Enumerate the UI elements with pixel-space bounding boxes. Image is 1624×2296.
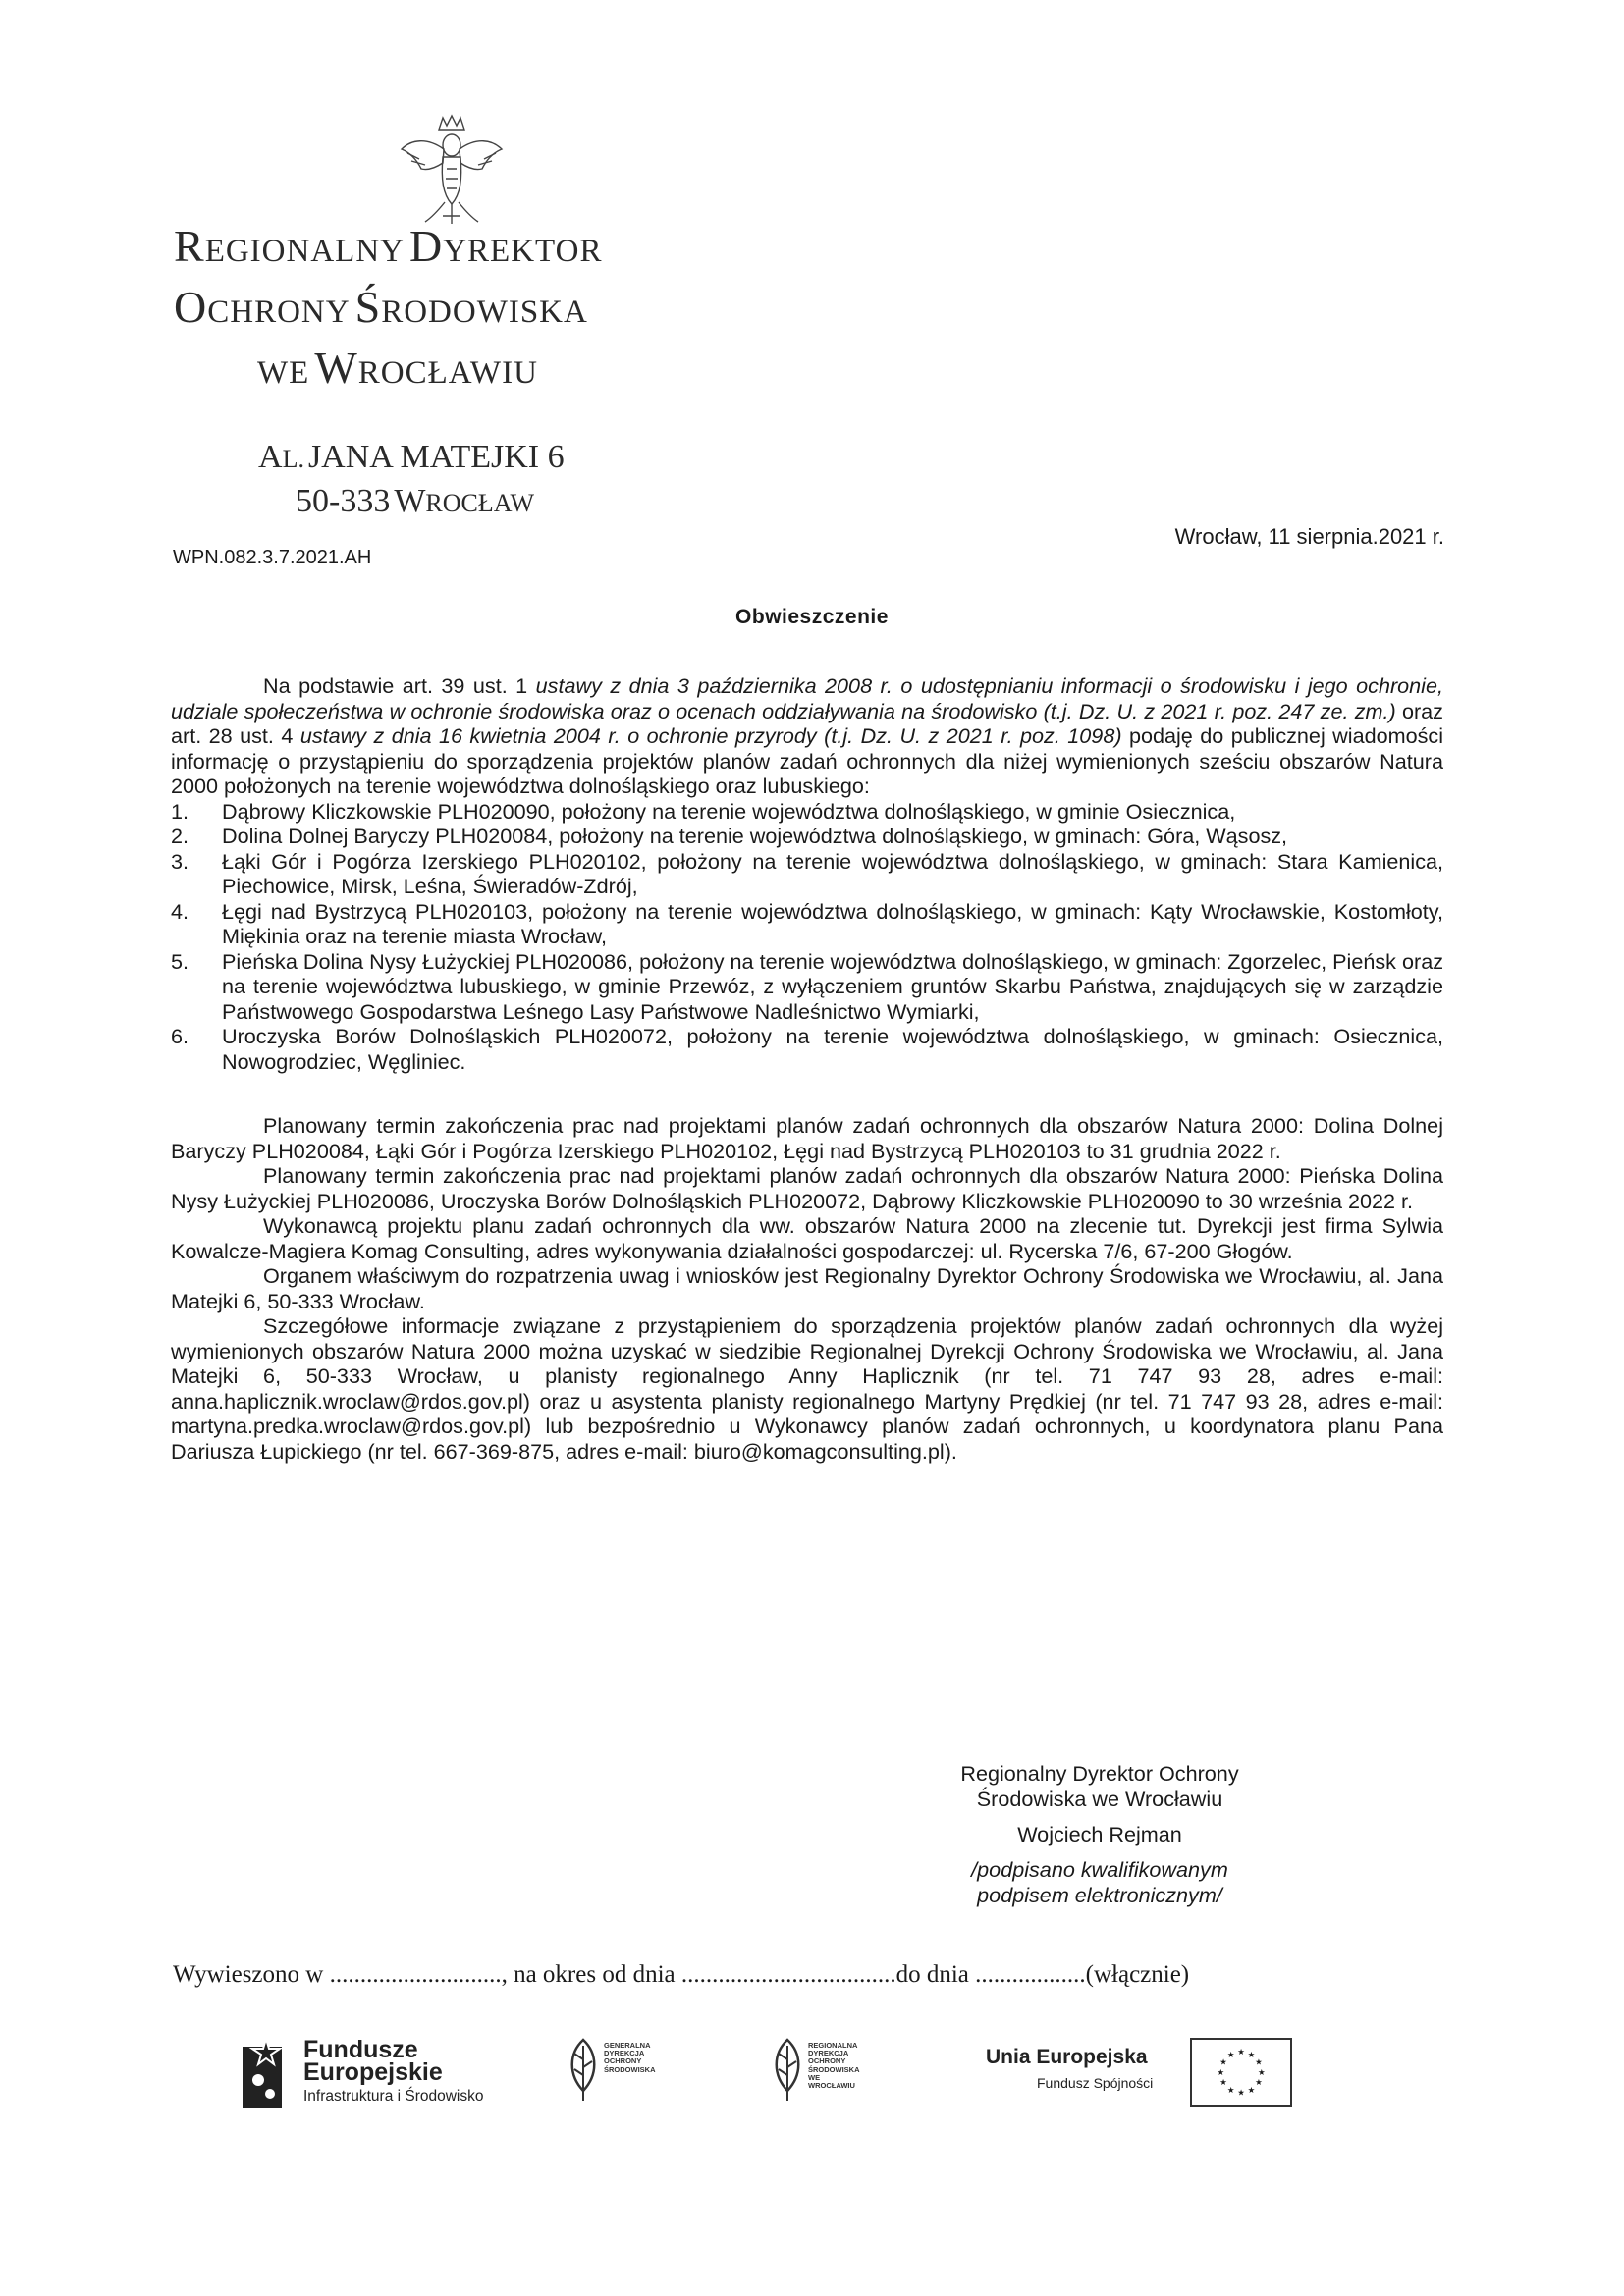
eu-star-icon: ★ [1247, 2084, 1256, 2095]
fe-subtitle: Infrastruktura i Środowisko [303, 2088, 484, 2105]
list-item-number: 1. [171, 798, 189, 824]
eu-star-icon: ★ [1217, 2066, 1225, 2077]
eu-fund-name: Fundusz Spójności [1037, 2075, 1154, 2091]
eu-flag-icon [1190, 2038, 1292, 2107]
eu-logo [986, 2036, 1290, 2114]
intro-text-c: oraz art. 28 ust. 4 [171, 698, 1443, 748]
signature-title-line-2: Środowiska we Wrocławiu [976, 1787, 1223, 1811]
list-item-number: 4. [171, 898, 189, 924]
contractor-paragraph: Wykonawcą projektu planu zadań ochronnych dla ww. obszarów Natura 2000 na zlecenie tut. Dyrekcji jest firma Sylwia Kowalcze-Magiera Komag Consulting, adres wykonywania działalności gospodarczej: ul. Rycerska 7/6, 67-200 Głogów. [171, 1213, 1443, 1263]
leaf-icon [565, 2036, 602, 2105]
document-title: Obwieszczenie [735, 606, 889, 628]
list-item-number: 2. [171, 824, 189, 848]
gdos-text: GENERALNA DYREKCJA OCHRONY ŚRODOWISKA [604, 2041, 656, 2074]
signature-block [923, 1761, 1276, 1908]
list-item [171, 799, 1443, 825]
posting-record-line: Wywieszono w ............................, na okres od dnia ...................................do dnia ..................(włącznie) [173, 1961, 1190, 1988]
list-item [171, 1024, 1443, 1074]
authority-paragraph: Organem właściwym do rozpatrzenia uwag i wniosków jest Regionalny Dyrektor Ochrony Środowiska we Wrocławiu, al. Jana Matejki 6, 50-333 Wrocław. [171, 1263, 1443, 1313]
eu-name: Unia Europejska [986, 2046, 1148, 2068]
intro-text-e: podaję do publicznej wiadomości informację o przystąpieniu do sporządzenia projektów planów zadań ochronnych dla niżej wymienionych sześciu obszarów Natura 2000 położonych na terenie województwa dolnośląskiego oraz lubuskiego: [171, 723, 1443, 798]
deadline-paragraph-2: Planowany termin zakończenia prac nad projektami planów zadań ochronnych dla obszarów Natura 2000: Pieńska Dolina Nysy Łużyckiej PLH020086, Uroczyska Borów Dolnośląskich PLH020072, Dąbrowy Kliczkowskie PLH020090 to 30 września 2022 r. [171, 1163, 1443, 1213]
european-funds-logo [239, 2037, 533, 2115]
intro-law-reference-1: ustawy z dnia 3 października 2008 r. o udostępnianiu informacji o środowisku i jego ochronie, udziale społeczeństwa w ochronie środowiska oraz o ocenach oddziaływania na środowisko (t.j. Dz. U. z 2021 r. poz. 247 ze. zm.) [171, 673, 1443, 723]
signature-note-line-1: /podpisano kwalifikowanym [971, 1857, 1228, 1882]
list-item [171, 849, 1443, 899]
authority-name-line-3: WE WROCŁAWIU [257, 343, 538, 393]
eu-star-icon: ★ [1219, 2056, 1227, 2067]
eu-star-icon: ★ [1226, 2084, 1235, 2095]
leaf-icon [769, 2036, 806, 2105]
eu-star-icon: ★ [1257, 2066, 1266, 2077]
reference-number: WPN.082.3.7.2021.AH [173, 547, 372, 568]
eu-star-icon: ★ [1219, 2077, 1227, 2088]
list-item-text: Pieńska Dolina Nysy Łużyckiej PLH020086, położony na terenie województwa dolnośląskiego, w gminach: Zgorzelec, Pieńsk oraz na terenie województwa lubuskiego, w gminie Przewóz, z wyłączeniem gruntów Skarbu Państwa, znajdujących się w zarządzie Państwowego Gospodarstwa Leśnego Lasy Państwowe Nadleśnictwo Wymiarki, [222, 948, 1443, 1024]
list-item-text: Dolina Dolnej Baryczy PLH020084, położony na terenie województwa dolnośląskiego, w gminach: Góra, Wąsosz, [222, 824, 1288, 848]
eu-star-icon: ★ [1226, 2049, 1235, 2059]
authority-name-line-1: REGIONALNY DYREKTOR [174, 221, 603, 271]
list-item [171, 824, 1443, 849]
address-city: 50-333 WROCŁAW [296, 483, 534, 519]
list-item-number: 6. [171, 1024, 189, 1048]
natura-sites-list [171, 799, 1443, 1075]
list-item-text: Łęgi nad Bystrzycą PLH020103, położony na terenie województwa dolnośląskiego, w gminach: Kąty Wrocławskie, Kostomłoty, Miękinia oraz na terenie miasta Wrocław, [222, 898, 1443, 948]
eu-star-icon: ★ [1237, 2087, 1245, 2098]
eagle-emblem-icon [398, 110, 506, 228]
list-item-text: Uroczyska Borów Dolnośląskich PLH020072, położony na terenie województwa dolnośląskiego, w gminach: Osiecznica, Nowogrodziec, Węgliniec. [222, 1024, 1443, 1074]
list-item [171, 899, 1443, 949]
document-body [171, 673, 1443, 1464]
signature-note-line-2: podpisem elektronicznym/ [977, 1883, 1222, 1907]
list-item [171, 949, 1443, 1025]
place-and-date: Wrocław, 11 sierpnia.2021 r. [1174, 524, 1444, 549]
eu-star-icon: ★ [1237, 2047, 1245, 2057]
list-item-number: 3. [171, 848, 189, 874]
intro-law-reference-2: ustawy z dnia 16 kwietnia 2004 r. o ochronie przyrody (t.j. Dz. U. z 2021 r. poz. 1098) [299, 723, 1122, 748]
signatory-name: Wojciech Rejman [1017, 1822, 1182, 1846]
gdos-logo [565, 2036, 682, 2107]
list-item-text: Dąbrowy Kliczkowskie PLH020090, położony na terenie województwa dolnośląskiego, w gminie Osiecznica, [222, 798, 1236, 824]
intro-text-a: Na podstawie art. 39 ust. 1 [263, 673, 536, 698]
eu-star-icon: ★ [1247, 2049, 1256, 2059]
authority-name-line-2: OCHRONY ŚRODOWISKA [174, 282, 588, 332]
deadline-paragraph-1: Planowany termin zakończenia prac nad projektami planów zadań ochronnych dla obszarów Natura 2000: Dolina Dolnej Baryczy PLH020084, Łąki Gór i Pogórza Izerskiego PLH020102, Łęgi nad Bystrzycą PLH020103 to 31 grudnia 2022 r. [171, 1113, 1443, 1163]
eu-star-icon: ★ [1255, 2077, 1263, 2088]
list-item-number: 5. [171, 948, 189, 974]
fe-line-2: Europejskie [303, 2058, 443, 2086]
european-funds-icon [239, 2037, 298, 2113]
rdos-logo [769, 2036, 887, 2107]
signature-title-line-1: Regionalny Dyrektor Ochrony [960, 1761, 1239, 1786]
intro-paragraph [171, 673, 1443, 799]
eu-star-icon: ★ [1255, 2056, 1263, 2067]
address-street: AL. JANA MATEJKI 6 [258, 439, 565, 475]
contact-paragraph: Szczegółowe informacje związane z przystąpieniem do sporządzenia projektów planów zadań ochronnych dla wyżej wymienionych obszarów Natura 2000 można uzyskać w siedzibie Regionalnej Dyrekcji Ochrony Środowiska we Wrocławiu, al. Jana Matejki 6, 50-333 Wrocław, u planisty regionalnego Anny Haplicznik (nr tel. 71 747 93 28, adres e-mail: anna.haplicznik.wroclaw@rdos.gov.pl) oraz u asystenta planisty regionalnego Martyny Prędkiej (nr tel. 71 747 93 28, adres e-mail: martyna.predka.wroclaw@rdos.gov.pl) lub bezpośrednio u Wykonawcy planów zadań ochronnych, u koordynatora planu Pana Dariusza Łupickiego (nr tel. 667-369-875, adres e-mail: biuro@komagconsulting.pl). [171, 1313, 1443, 1464]
fe-line-1: Fundusze [303, 2036, 418, 2063]
list-item-text: Łąki Gór i Pogórza Izerskiego PLH020102, położony na terenie województwa dolnośląskiego, w gminach: Stara Kamienica, Piechowice, Mirsk, Leśna, Świeradów-Zdrój, [222, 848, 1443, 898]
rdos-text: REGIONALNA DYREKCJA OCHRONY ŚRODOWISKA WE WROCŁAWIU [808, 2041, 860, 2091]
